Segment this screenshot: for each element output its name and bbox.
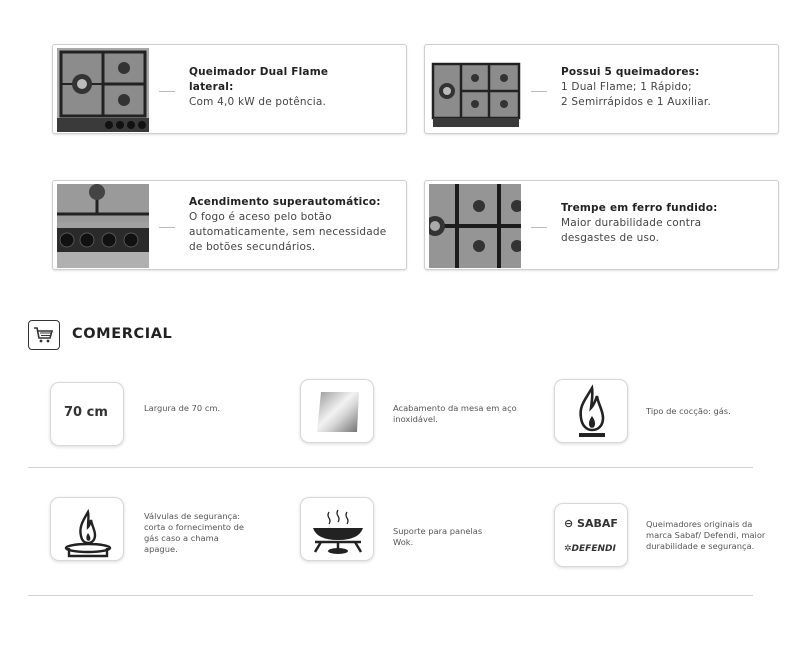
card-text [189, 65, 398, 110]
row-divider [28, 467, 753, 468]
card-desc: Com 4,0 kW de potência. [189, 96, 327, 108]
divider [531, 91, 547, 92]
card-title: Acendimento superautomático: [189, 196, 381, 208]
defendi-logo: ✲DEFENDI [564, 544, 616, 554]
card-desc-line-1: 1 Dual Flame; 1 Rápido; [561, 81, 692, 93]
sabaf-label: SABAF [577, 517, 618, 530]
width-badge-icon [50, 382, 124, 446]
row-divider [28, 595, 753, 596]
cart-icon [28, 320, 60, 350]
feature-card-five-burners [424, 44, 779, 134]
divider [159, 91, 175, 92]
width-label: 70 cm [64, 405, 108, 420]
safety-valve-icon [50, 497, 124, 561]
flame-icon [554, 379, 628, 443]
card-text [189, 195, 398, 255]
divider [159, 227, 175, 228]
steel-surface-icon [300, 379, 374, 443]
card-title: Trempe em ferro fundido: [561, 202, 718, 214]
card-title: Possui 5 queimadores: [561, 66, 700, 78]
cooktop-photo [429, 48, 521, 132]
card-desc-line-2: 2 Semirrápidos e 1 Auxiliar. [561, 96, 711, 108]
card-title: Queimador Dual Flame lateral: [189, 66, 329, 93]
card-desc: O fogo é aceso pelo botão automaticamente, sem necessidade de botões secundários. [189, 211, 387, 253]
feature-text: Tipo de cocção: gás. [646, 406, 731, 416]
sabaf-logo: ⊖ SABAF [564, 517, 618, 530]
card-text [561, 201, 770, 246]
section-title: COMERCIAL [72, 326, 173, 342]
feature-text: Suporte para panelas Wok. [393, 526, 483, 547]
feature-card-auto-ignition [52, 180, 407, 270]
knobs-photo [57, 184, 149, 268]
feature-text: Queimadores originais da marca Sabaf/ Defendi, maior durabilidade e segurança. [646, 519, 766, 551]
feature-text: Válvulas de segurança: corta o fornecimento de gás caso a chama apague. [144, 511, 245, 554]
divider [531, 227, 547, 228]
feature-text: Acabamento da mesa em aço inoxidável. [393, 403, 517, 424]
wok-support-icon [300, 497, 374, 561]
grates-photo [429, 184, 521, 268]
defendi-label: DEFENDI [571, 544, 616, 554]
cooktop-photo [57, 48, 149, 132]
feature-text: Largura de 70 cm. [144, 403, 221, 413]
feature-card-cast-iron [424, 180, 779, 270]
card-text [561, 65, 770, 110]
feature-card-dual-flame [52, 44, 407, 134]
card-desc: Maior durabilidade contra desgastes de uso. [561, 217, 702, 244]
brand-logos-icon [554, 503, 628, 567]
